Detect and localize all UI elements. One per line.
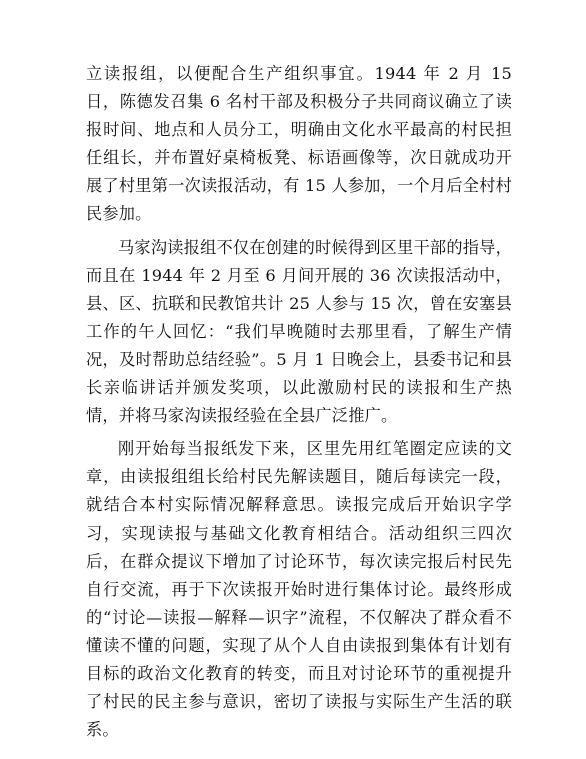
document-body xyxy=(86,60,512,749)
paragraph-3: 刚开始每当报纸发下来，区里先用红笔圈定应读的文章，由读报组组长给村民先解读题目，随后每读完一段，就结合本村实际情况解释意思。读报完成后开始识字学习，实现读报与基础文化教育相结合。活动组织三四次后，在群众提议下增加了讨论环节，每次读完报后村民先自行交流，再于下次读报开始时进行集体讨论。最终形成的“讨论—读报—解释—识字”流程，不仅解决了群众看不懂读不懂的问题，实现了从个人自由读报到集体有计划有目标的政治文化教育的转变，而且对讨论环节的重视提升了村民的民主参与意识，密切了读报与实际生产生活的联系。 xyxy=(86,439,512,740)
paragraph-2: 马家沟读报组不仅在创建的时候得到区里干部的指导，而且在 1944 年 2 月至 6 月间开展的 36 次读报活动中，县、区、抗联和民教馆共计 25 人参与 15 次，曾在安塞县工作的午人回忆：“我们早晚随时去那里看，了解生产情况，及时帮助总结经验”。5 月 1 日晚会上，县委书记和县长亲临讲话并颁发奖项，以此激励村民的读报和生产热情，并将马家沟读报经验在全县广泛推广。 xyxy=(86,237,512,426)
paragraph-1: 立读报组，以便配合生产组织事宜。1944 年 2 月 15 日，陈德发召集 6 名村干部及积极分子共同商议确立了读报时间、地点和人员分工，明确由文化水平最高的村民担任组长，并布置好桌椅板凳、标语画像等，次日就成功开展了村里第一次读报活动，有 15 人参加，一个月后全村村民参加。 xyxy=(86,64,512,224)
